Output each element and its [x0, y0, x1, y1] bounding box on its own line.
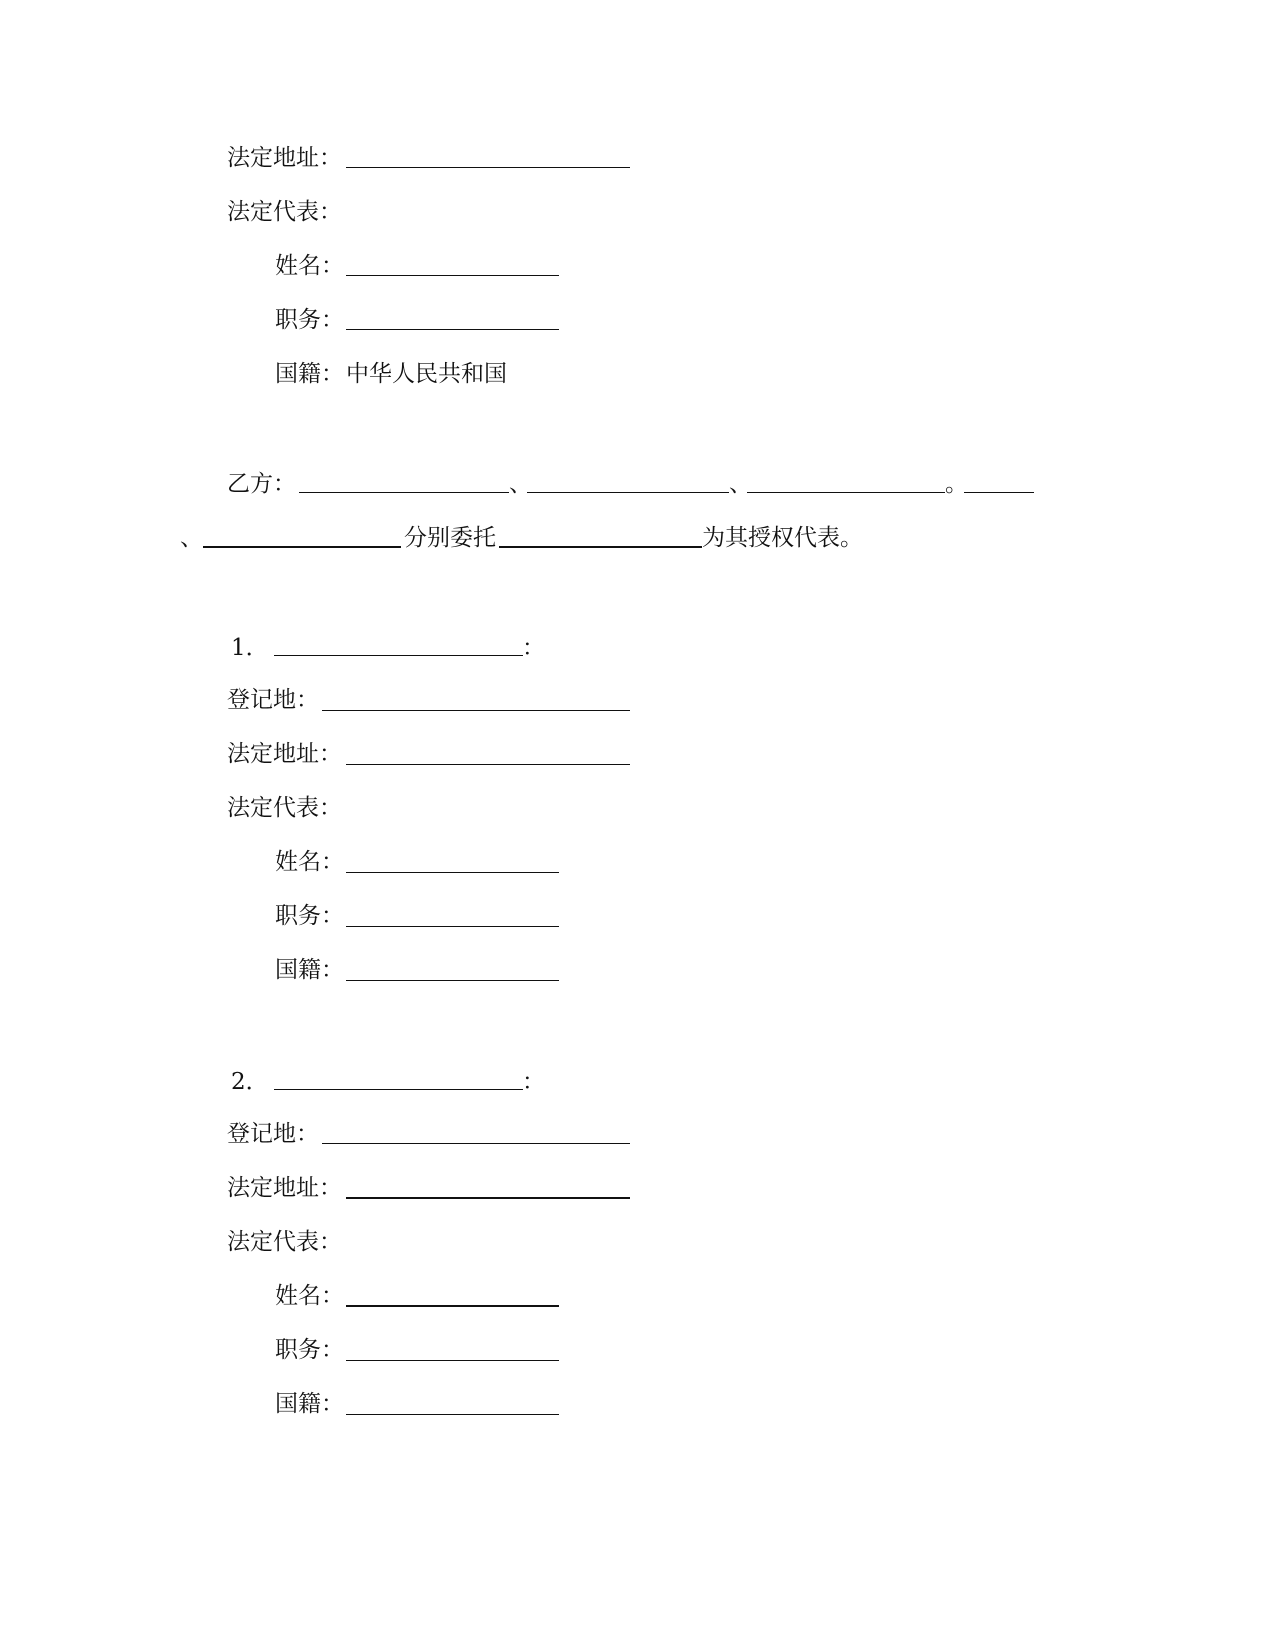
entity-2-name-field-blank[interactable]: [346, 1305, 559, 1307]
separator: 、: [509, 471, 532, 497]
party-b-blank-4[interactable]: [964, 492, 1034, 493]
entity-2-title-label: 职务：: [275, 1337, 344, 1363]
entity-2-legal-address-blank[interactable]: [346, 1197, 630, 1199]
entity-2-colon: ：: [522, 1069, 545, 1095]
party-b-blank-1[interactable]: [299, 492, 509, 493]
entity-1-reg-blank[interactable]: [322, 710, 630, 711]
title-label: 职务：: [275, 307, 344, 333]
entity-1-title-label: 职务：: [275, 903, 344, 929]
entity-1-name-field-blank[interactable]: [346, 872, 559, 873]
title-blank[interactable]: [346, 329, 559, 330]
legal-rep-label: 法定代表：: [227, 199, 342, 225]
separator: 、: [729, 471, 752, 497]
entity-1-name-label: 姓名：: [275, 849, 344, 875]
entity-2-nationality-label: 国籍：: [275, 1391, 344, 1417]
name-label: 姓名：: [275, 253, 344, 279]
entity-1-number: 1．: [231, 635, 269, 661]
period: 。: [945, 471, 968, 497]
entity-1-legal-address-blank[interactable]: [346, 764, 630, 765]
entity-1-reg-label: 登记地：: [227, 687, 319, 713]
entity-2-number: 2．: [231, 1069, 269, 1095]
party-b-label: 乙方：: [227, 471, 296, 497]
nationality-value: 中华人民共和国: [346, 361, 507, 387]
party-b-blank-2[interactable]: [527, 492, 729, 493]
entity-2-legal-address-label: 法定地址：: [227, 1175, 342, 1201]
separator: 、: [180, 525, 203, 551]
legal-address-blank[interactable]: [346, 167, 630, 168]
entity-1-nationality-blank[interactable]: [346, 980, 559, 981]
entity-2-title-blank[interactable]: [346, 1360, 559, 1361]
entity-1-nationality-label: 国籍：: [275, 957, 344, 983]
entity-1-title-blank[interactable]: [346, 926, 559, 927]
entity-2-reg-label: 登记地：: [227, 1121, 319, 1147]
entity-1-legal-address-label: 法定地址：: [227, 741, 342, 767]
name-blank[interactable]: [346, 275, 559, 276]
party-b-blank-5[interactable]: [203, 546, 401, 548]
party-b-blank-3[interactable]: [747, 492, 945, 493]
representative-blank[interactable]: [499, 546, 702, 548]
entity-2-nationality-blank[interactable]: [346, 1414, 559, 1415]
authorized-text: 为其授权代表。: [702, 525, 863, 551]
entity-2-legal-rep-label: 法定代表：: [227, 1229, 342, 1255]
legal-address-label: 法定地址：: [227, 145, 342, 171]
entity-1-colon: ：: [522, 635, 545, 661]
entity-1-legal-rep-label: 法定代表：: [227, 795, 342, 821]
entity-2-name-label: 姓名：: [275, 1283, 344, 1309]
entity-1-name-blank[interactable]: [274, 655, 523, 656]
nationality-label: 国籍：: [275, 361, 344, 387]
entity-2-reg-blank[interactable]: [322, 1143, 630, 1144]
entity-2-name-blank[interactable]: [274, 1089, 523, 1090]
entrust-text: 分别委托: [404, 525, 496, 551]
